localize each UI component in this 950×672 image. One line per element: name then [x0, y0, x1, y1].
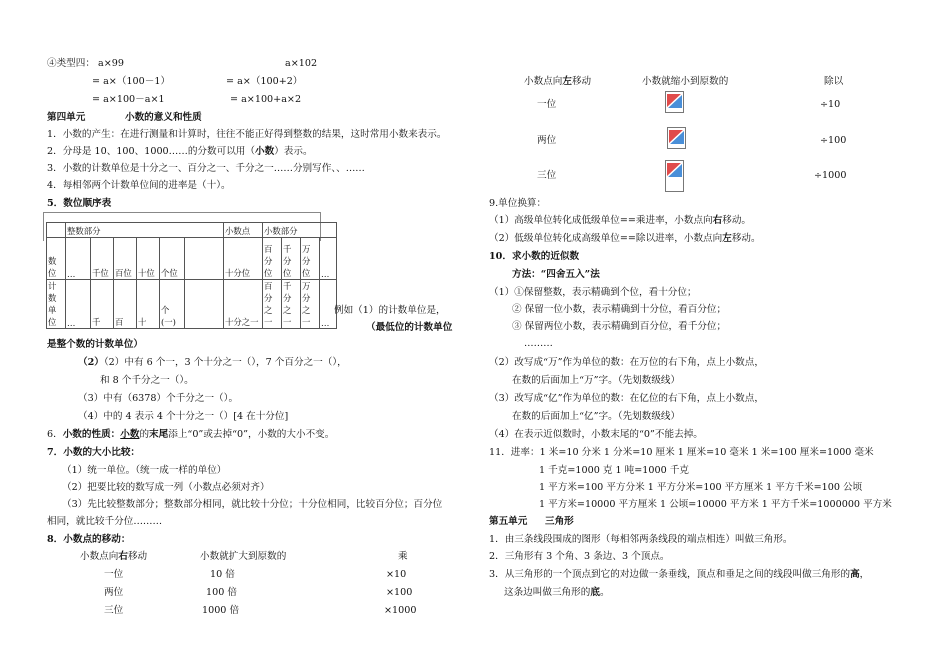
q4: （4）中的 4 表示 4 个十分之一（）[4 在十分位] [78, 411, 289, 422]
item-7-step1: （1）统一单位。（统一成一样的单位） [62, 465, 227, 476]
table-cell: 计数单位 [47, 280, 66, 329]
item-7: 7．小数的大小比较： [47, 447, 141, 458]
table-cell: 十位 [137, 238, 160, 280]
move-right-cell: 100 倍 [206, 587, 237, 598]
table-cell: 百位 [114, 238, 137, 280]
move-right-cell: 1000 倍 [202, 605, 240, 616]
table-cell: … [320, 280, 337, 329]
image-placeholder-icon [665, 160, 684, 192]
move-left-cell: ÷10 [820, 99, 841, 110]
item-7-step3: （3）先比较整数部分；整数部分相同，就比较十分位；十分位相同，比较百分位；百分位 [62, 499, 443, 510]
type4-line1-left: ④类型四： a×99 [47, 58, 124, 69]
round-rule-2: ② 保留一位小数，表示精确到十分位，看百分位； [512, 304, 727, 315]
move-right-cell: 一位 [104, 569, 124, 580]
table-cell: 千 [91, 280, 114, 329]
q3: （3）中有（6378）个千分之一（）。 [78, 393, 239, 404]
move-left-cell: ÷1000 [814, 170, 847, 181]
triangle-1: 1．由三条线段围成的图形（每相邻两条线段的端点相连）叫做三角形。 [489, 534, 793, 545]
item-7-step2: （2）把要比较的数写成一列（小数点必须对齐） [62, 482, 270, 493]
table-cell: 十分位 [224, 238, 263, 280]
round-rule-7: （3）改写成“亿”作为单位的数：在亿位的右下角，点上小数点， [489, 393, 764, 404]
unit5-title: 第五单元 [489, 516, 528, 527]
type4-line2-left: = a×（100－1） [92, 76, 171, 87]
item-9: 9.单位换算： [489, 198, 547, 209]
triangle-3-cont: 这条边叫做三角形的底。 [504, 587, 610, 598]
item-10: 10．求小数的近似数 [489, 251, 580, 262]
table-cell: 个(一) [160, 280, 185, 329]
table-cell: 万分之一 [301, 280, 320, 329]
table-cell: 十分之一 [224, 280, 263, 329]
triangle-2: 2．三角形有 3 个角、3 条边、3 个顶点。 [489, 551, 670, 562]
table-cell: 个位 [160, 238, 185, 280]
move-right-header-1: 小数点向右移动 [80, 551, 148, 562]
item-7-step3-cont: 相同，就比较千分位……… [47, 516, 163, 527]
item-2: 2．分母是 10、100、1000……的分数可以用（小数）表示。 [47, 146, 313, 157]
image-placeholder-icon [665, 91, 684, 113]
example-note: （最低位的计数单位 [366, 322, 453, 333]
item-2-bold: 小数 [255, 146, 275, 157]
unit4-title: 第四单元 [47, 112, 86, 123]
move-right-cell: ×1000 [384, 605, 417, 616]
image-placeholder-icon [667, 127, 686, 149]
table-cell: 百分位 [263, 238, 282, 280]
move-right-cell: 两位 [104, 587, 124, 598]
table-decimal-part: 小数部分 [263, 223, 337, 238]
type4-line2-right: = a×（100+2） [226, 76, 303, 87]
round-rule-4: ……… [524, 338, 553, 349]
example-note-cont: 是整个数的计数单位） [47, 339, 143, 350]
item-11-line4: 1 平方米=10000 平方厘米 1 公顷=10000 平方米 1 平方千米=1000000 平方米 [539, 499, 892, 510]
type4-line3-right: = a×100+a×2 [230, 94, 302, 105]
item-4: 4．每相邻两个计数单位间的进率是（十）。 [47, 180, 231, 191]
round-rule-5: （2）改写成“万”作为单位的数：在万位的右下角，点上小数点， [489, 357, 764, 368]
table-cell: … [320, 238, 337, 280]
item-1: 1．小数的产生：在进行测量和计算时，往往不能正好得到整数的结果，这时常用小数来表示。 [47, 129, 447, 140]
q2-line1: （2）（2）中有 6 个一，3 个十分之一（），7 个百分之一（）， [78, 357, 347, 368]
item-3: 3．小数的计数单位是十分之一、百分之一、千分之一……分别写作、、…… [47, 163, 365, 174]
table-decimal-point: 小数点 [224, 223, 263, 238]
move-left-header-2: 小数就缩小到原数的 [642, 76, 729, 87]
table-cell: 千分之一 [282, 280, 301, 329]
item-5: 5．数位顺序表 [47, 198, 112, 209]
q2-line2: 和 8 个千分之一（）。 [100, 375, 194, 386]
type4-line3-left: = a×100－a×1 [92, 94, 165, 105]
unit4-subtitle: 小数的意义和性质 [125, 112, 202, 123]
table-cell: 十 [137, 280, 160, 329]
move-right-cell: 10 倍 [210, 569, 235, 580]
table-cell: 千位 [91, 238, 114, 280]
move-left-header-1: 小数点向左移动 [524, 76, 592, 87]
round-rule-9: （4）在表示近似数时，小数末尾的“0”不能去掉。 [489, 429, 703, 440]
table-cell [185, 238, 224, 280]
move-right-header-3: 乘 [398, 551, 408, 562]
table-cell: 百分之一 [263, 280, 282, 329]
move-left-header-3: 除以 [824, 76, 844, 87]
item-9-rule2: （2）低级单位转化成高级单位==除以进率，小数点向左移动。 [489, 233, 761, 244]
table-cell: 千分位 [282, 238, 301, 280]
move-right-cell: ×100 [386, 587, 413, 598]
item-9-rule1: （1）高级单位转化成低级单位==乘进率，小数点向右移动。 [489, 215, 752, 226]
item-11-line2: 1 千克=1000 克 1 吨=1000 千克 [539, 465, 689, 476]
move-left-cell: 三位 [537, 170, 557, 181]
example-text: 例如（1）的计数单位是， [334, 305, 446, 316]
type4-line1-right: a×102 [285, 58, 318, 69]
move-left-cell: 两位 [537, 135, 557, 146]
table-cell: 万分位 [301, 238, 320, 280]
move-right-cell: ×10 [386, 569, 407, 580]
item-11: 11．进率：1 米=10 分米 1 分米=10 厘米 1 厘米=10 毫米 1 米=100 厘米=1000 毫米 [489, 447, 874, 458]
triangle-3: 3．从三角形的一个顶点到它的对边做一条垂线，顶点和垂足之间的线段叫做三角形的高， [489, 569, 870, 580]
round-rule-8: 在数的后面加上“亿”字。（先划数级线） [512, 411, 681, 422]
unit5-subtitle: 三角形 [545, 516, 574, 527]
move-left-cell: ÷100 [820, 135, 847, 146]
round-rule-6: 在数的后面加上“万”字。（先划数级线） [512, 375, 681, 386]
move-right-header-2: 小数就扩大到原数的 [200, 551, 287, 562]
q2-text: （2）中有 6 个一，3 个十分之一（），7 个百分之一（）， [103, 357, 347, 368]
place-value-table [46, 222, 337, 329]
table-cell: … [66, 280, 91, 329]
move-right-cell: 三位 [104, 605, 124, 616]
method: 方法：“四舍五入”法 [512, 269, 600, 280]
table-cell: 百 [114, 280, 137, 329]
item-8: 8．小数点的移动： [47, 534, 131, 545]
item-11-line3: 1 平方米=100 平方分米 1 平方分米=100 平方厘米 1 平方千米=100 公顷 [539, 482, 863, 493]
table-cell: 数位 [47, 238, 66, 280]
table-cell [185, 280, 224, 329]
item-6: 6．小数的性质：小数的末尾添上“0”或去掉“0”，小数的大小不变。 [47, 429, 335, 440]
move-left-cell: 一位 [537, 99, 557, 110]
round-rule-1: （1）①保留整数，表示精确到个位，看十分位； [489, 287, 697, 298]
table-integer-part: 整数部分 [66, 223, 224, 238]
round-rule-3: ③ 保留两位小数，表示精确到百分位，看千分位； [512, 321, 727, 332]
table-cell: … [66, 238, 91, 280]
